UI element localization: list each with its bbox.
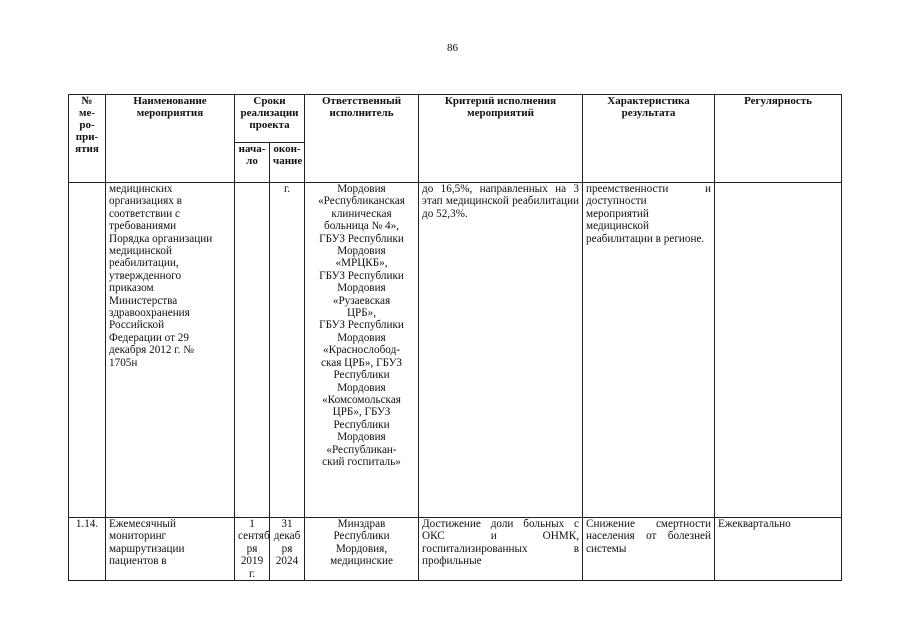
header-criterion: Критерий исполнения мероприятий xyxy=(419,95,583,183)
page-number: 86 xyxy=(447,42,458,54)
row-end: г. xyxy=(270,183,305,518)
header-row xyxy=(69,95,842,143)
row-name: Ежемесячный мониторинг маршрутизации пациентов в xyxy=(106,518,235,581)
row-number: 1.14. xyxy=(69,518,106,581)
row-regularity: Ежеквартально xyxy=(715,518,842,581)
table-row xyxy=(69,183,842,518)
row-criterion: до 16,5%, направленных на 3 этап медицинской реабилитации до 52,3%. xyxy=(419,183,583,518)
row-end: 31 декаб ря 2024 xyxy=(270,518,305,581)
header-regularity: Регулярность xyxy=(715,95,842,183)
row-result: преемственности и доступности мероприятий медицинской реабилитации в регионе. xyxy=(583,183,715,518)
header-name: Наименование мероприятия xyxy=(106,95,235,183)
table-row xyxy=(69,518,842,581)
row-criterion: Достижение доли больных с ОКС и ОНМК, госпитализированных в профильные xyxy=(419,518,583,581)
row-number xyxy=(69,183,106,518)
header-start: нача- ло xyxy=(235,143,270,183)
row-regularity xyxy=(715,183,842,518)
header-number: № ме- ро- при- ятия xyxy=(69,95,106,183)
row-start: 1 сентяб ря 2019 г. xyxy=(235,518,270,581)
row-responsible: Минздрав Республики Мордовия, медицинские xyxy=(305,518,419,581)
row-result: Снижение смертности населения от болезней системы xyxy=(583,518,715,581)
row-start xyxy=(235,183,270,518)
row-responsible: Мордовия «Республиканская клиническая больница № 4», ГБУЗ Республики Мордовия «МРЦКБ», ГБУЗ Республики Мордовия «Рузаевская ЦРБ», ГБУЗ Республики Мордовия «Краснослобод- ская ЦРБ», ГБУЗ Республики Мордовия «Комсомольская ЦРБ», ГБУЗ Республики Мордовия «Республикан- ский госпиталь» xyxy=(305,183,419,518)
header-terms: Сроки реализации проекта xyxy=(235,95,305,143)
row-name: медицинских организациях в соответствии с требованиями Порядка организации медицинской реабилитации, утвержденного приказом Министерства здравоохранения Российской Федерации от 29 декабря 2012 г. № 1705н xyxy=(106,183,235,518)
header-responsible: Ответственный исполнитель xyxy=(305,95,419,183)
header-result: Характеристика результата xyxy=(583,95,715,183)
header-end: окон- чание xyxy=(270,143,305,183)
activity-table xyxy=(68,94,842,581)
